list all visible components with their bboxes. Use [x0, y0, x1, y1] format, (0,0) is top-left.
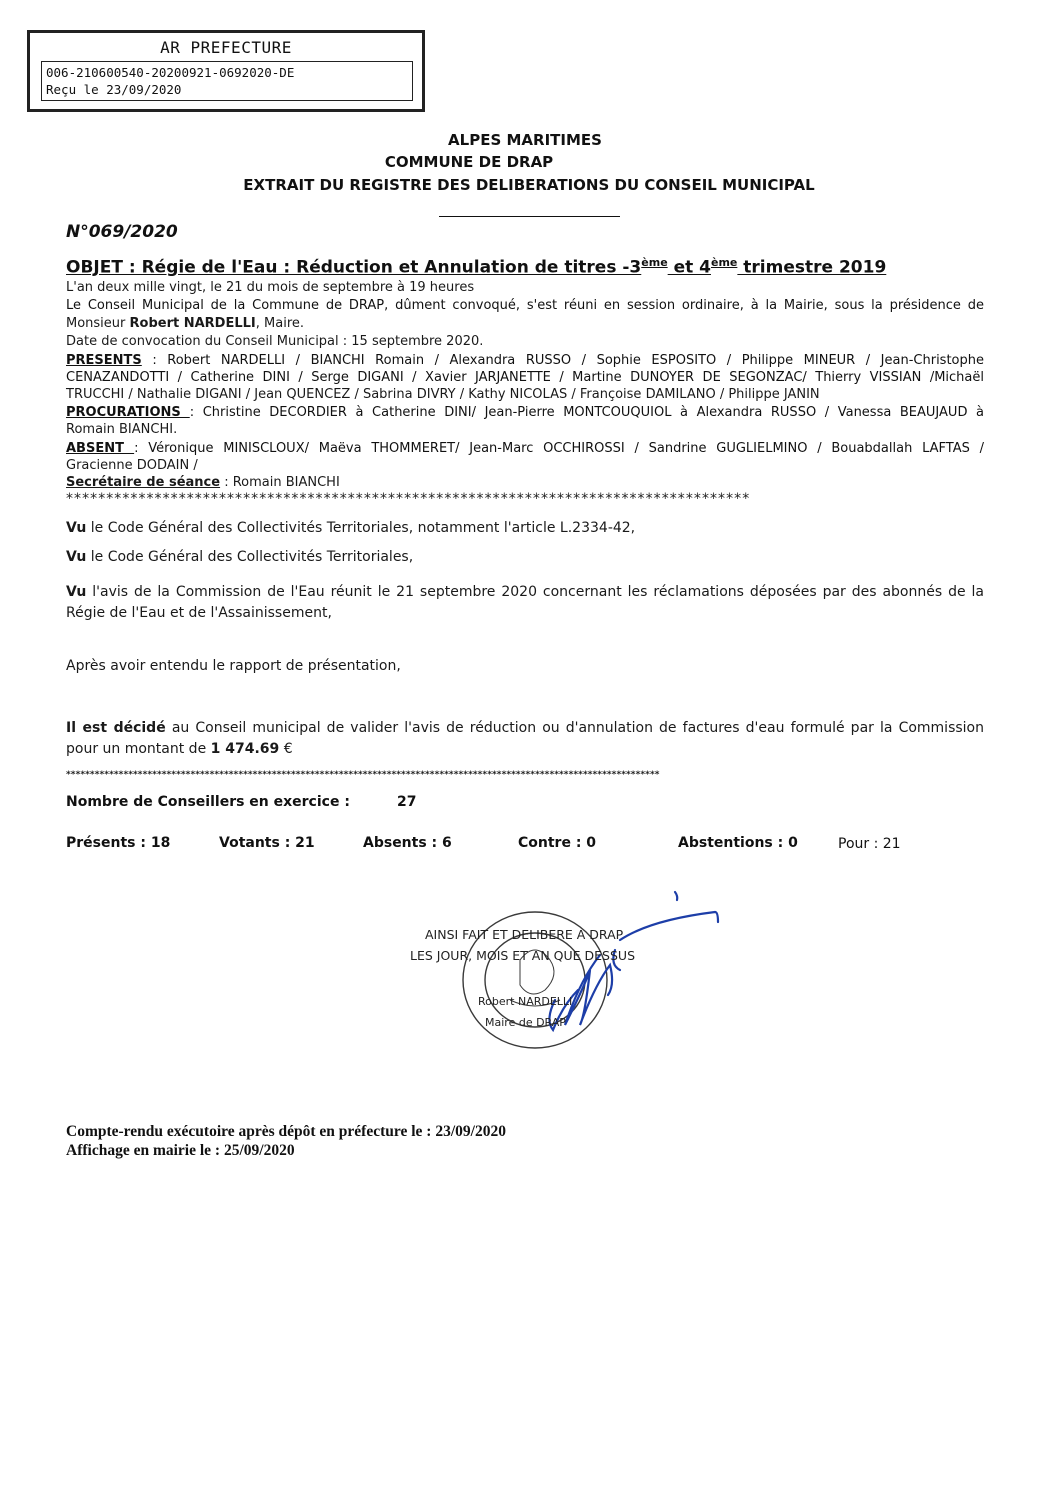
presents-text-1: : Robert NARDELLI / BIANCHI Romain / Alexandra RUSSO / Sophie ESPOSITO / Philippe MINEUR / Jean-Christophe	[141, 353, 984, 368]
header-divider	[439, 216, 620, 217]
intro-convocation-date: Date de convocation du Conseil Municipal : 15 septembre 2020.	[66, 334, 484, 349]
decision-paragraph	[66, 718, 984, 760]
objet-suffix: trimestre 2019	[737, 257, 887, 278]
apres-paragraph: Après avoir entendu le rapport de présentation,	[66, 658, 401, 674]
procurations-label: PROCURATIONS	[66, 405, 190, 420]
footer-executoire: Compte-rendu exécutoire après dépôt en préfecture le : 23/09/2020	[66, 1123, 506, 1140]
stamp-reference: 006-210600540-20200921-0692020-DE	[46, 65, 295, 80]
ar-prefecture-stamp	[27, 30, 425, 112]
decision-text: au Conseil municipal de valider l'avis de réduction ou d'annulation de factures d'eau formulé par la Commission pour un montant de	[66, 720, 984, 757]
vu-keyword-1: Vu	[66, 520, 87, 536]
separator-stars-1: *************************************************************************************	[66, 491, 751, 507]
header-register: EXTRAIT DU REGISTRE DES DELIBERATIONS DU CONSEIL MUNICIPAL	[243, 176, 815, 194]
procurations-line-2: Romain BIANCHI.	[66, 422, 178, 437]
vu-paragraph-3	[66, 582, 984, 624]
vote-contre: Contre : 0	[518, 835, 597, 851]
decision-keyword: Il est décidé	[66, 720, 166, 736]
signature-line-2: LES JOUR, MOIS ET AN QUE DESSUS	[410, 948, 636, 963]
vu-paragraph-1	[66, 518, 984, 539]
decision-currency: €	[279, 741, 293, 757]
secretaire-value: : Romain BIANCHI	[220, 475, 340, 490]
conseillers-value: 27	[397, 794, 417, 810]
vu-keyword-3: Vu	[66, 584, 87, 600]
intro-president-suffix: , Maire.	[255, 316, 305, 331]
objet-mid: et 4	[667, 257, 711, 278]
mairie-seal-and-signature	[440, 880, 740, 1060]
vu-text-2: le Code Général des Collectivités Territoriales,	[86, 549, 414, 565]
absent-line-1	[66, 441, 984, 456]
secretaire-label: Secrétaire de séance	[66, 475, 221, 490]
intro-president-line	[66, 316, 304, 331]
intro-date-line: L'an deux mille vingt, le 21 du mois de septembre à 19 heures	[66, 280, 475, 295]
absent-line-2: Gracienne DODAIN /	[66, 458, 198, 473]
intro-convocation-line: Le Conseil Municipal de la Commune de DRAP, dûment convoqué, s'est réuni en session ordinaire, à la Mairie, sous la présidence de	[66, 298, 984, 313]
vu-text-3: l'avis de la Commission de l'Eau réunit le 21 septembre 2020 concernant les réclamations déposées par des abonnés de la Régie de l'Eau et de l'Assainissement,	[66, 584, 984, 621]
procurations-line-1	[66, 405, 984, 420]
vu-paragraph-2	[66, 547, 984, 568]
vote-absents: Absents : 6	[363, 835, 452, 851]
presents-line-1	[66, 353, 984, 368]
presents-line-3: TRUCCHI / Nathalie DIGANI / Jean QUENCEZ / Sabrina DIVRY / Kathy NICOLAS / Françoise DAMILANO / Philippe JANIN	[66, 387, 820, 402]
signature-line-1: AINSI FAIT ET DELIBERE A DRAP	[425, 927, 624, 942]
objet-title	[66, 256, 886, 278]
absent-label: ABSENT	[66, 441, 135, 456]
stamp-inner-box	[41, 61, 413, 101]
presents-line-2: CENAZANDOTTI / Catherine DINI / Serge DIGANI / Xavier JARJANETTE / Martine DUNOYER DE SEGONZAC/ Thierry VISSIAN /Michaël	[66, 370, 984, 385]
vote-pour: Pour : 21	[838, 836, 901, 852]
decision-amount: 1 474.69	[210, 741, 280, 757]
mayor-name: Robert NARDELLI	[478, 995, 573, 1008]
presents-label: PRESENTS	[66, 353, 142, 368]
absent-text-1: : Véronique MINISCLOUX/ Maëva THOMMERET/ Jean-Marc OCCHIROSSI / Sandrine GUGLIELMINO / Bouabdallah LAFTAS /	[134, 441, 984, 456]
header-department: ALPES MARITIMES	[448, 131, 602, 149]
vote-votants: Votants : 21	[219, 835, 315, 851]
objet-prefix: OBJET : Régie de l'Eau : Réduction et Annulation de titres -3	[66, 257, 642, 278]
intro-president-prefix: Monsieur	[66, 316, 130, 331]
header-commune: COMMUNE DE DRAP	[384, 153, 554, 171]
objet-sup-2: ème	[710, 256, 738, 269]
stamp-received-date: Reçu le 23/09/2020	[46, 82, 182, 97]
vote-abstentions: Abstentions : 0	[678, 835, 798, 851]
footer-affichage: Affichage en mairie le : 25/09/2020	[66, 1142, 295, 1159]
vu-text-1: le Code Général des Collectivités Territoriales, notamment l'article L.2334-42,	[86, 520, 636, 536]
separator-stars-2: ****************************************************************************************************************************	[66, 770, 660, 780]
mayor-title: Maire de DRAP	[485, 1016, 566, 1029]
stamp-title: AR PREFECTURE	[160, 38, 292, 57]
procurations-text-1: : Christine DECORDIER à Catherine DINI/ Jean-Pierre MONTCOUQUIOL à Alexandra RUSSO / Vanessa BEAUJAUD à	[189, 405, 985, 420]
vote-presents: Présents : 18	[66, 835, 171, 851]
conseillers-label: Nombre de Conseillers en exercice :	[66, 794, 350, 810]
intro-president-name: Robert NARDELLI	[129, 316, 256, 331]
deliberation-number: N°069/2020	[66, 222, 178, 242]
vu-keyword-2: Vu	[66, 549, 87, 565]
secretaire-line	[66, 475, 340, 490]
objet-sup-1: ème	[641, 256, 668, 269]
